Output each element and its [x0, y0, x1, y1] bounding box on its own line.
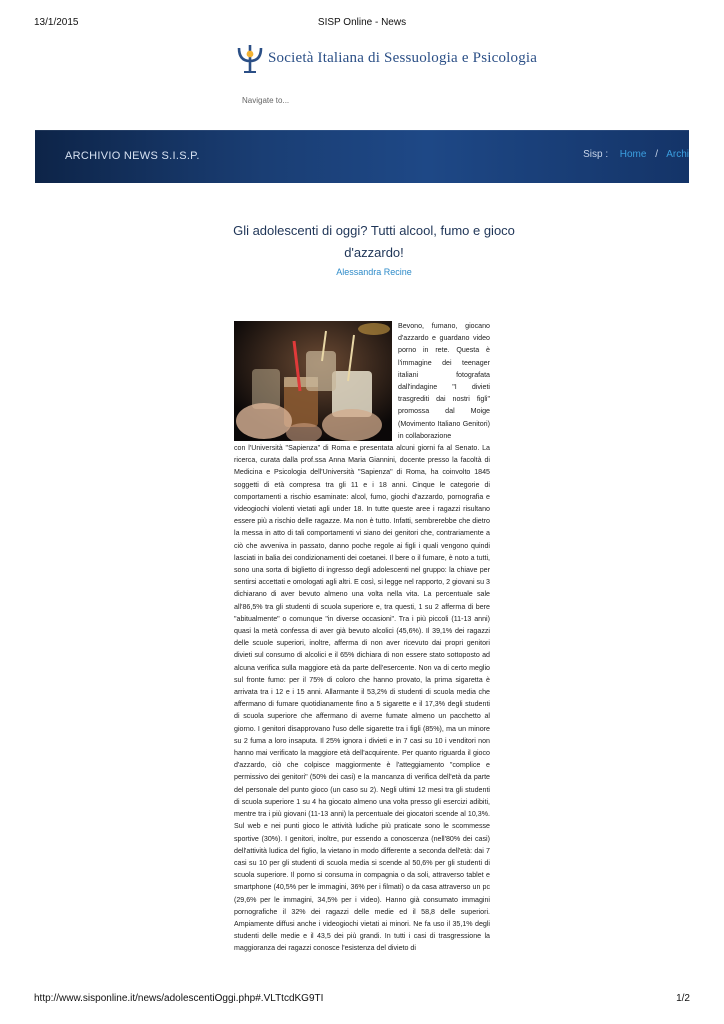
article-photo	[234, 321, 392, 441]
breadcrumb-prefix: Sisp :	[583, 149, 609, 160]
psi-logo-icon	[236, 42, 264, 74]
navigate-select[interactable]: Navigate to...	[242, 96, 290, 105]
breadcrumb	[583, 149, 689, 160]
article-author-link[interactable]: Alessandra Recine	[336, 267, 412, 277]
drinks-photo-illustration	[234, 321, 392, 441]
print-page-number: 1/2	[676, 993, 690, 1004]
archive-banner	[35, 130, 689, 183]
breadcrumb-archive-link[interactable]: Archi	[666, 149, 689, 160]
banner-title: ARCHIVIO NEWS S.I.S.P.	[65, 150, 200, 162]
article-intro: Bevono, fumano, giocano d'azzardo e guardano video porno in rete. Questa è l'immagine dei teenager italiani fotografata dall'indagine "I divieti trasgrediti dai nostri figli" promossa dal Moige (Movimento Italiano Genitori) in collaborazione	[398, 322, 490, 440]
site-name: Società Italiana di Sessuologia e Psicologia	[268, 49, 538, 66]
print-url: http://www.sisponline.it/news/adolescentiOggi.php#.VLTtcdKG9TI	[34, 993, 324, 1004]
breadcrumb-home-link[interactable]: Home	[619, 149, 647, 160]
print-date: 13/1/2015	[34, 17, 79, 28]
article-title: Gli adolescenti di oggi? Tutti alcool, fumo e gioco d'azzardo!	[233, 223, 515, 260]
site-logo[interactable]	[236, 42, 537, 74]
article-body: con l'Università "Sapienza" di Roma e presentata alcuni giorni fa al Senato. La ricerca, curata dalla prof.ssa Anna Maria Giannini, docente presso la facoltà di Medicina e Psicologia dell'Università "Sapienza" di Roma, ha coinvolto 1845 soggetti di età compresa tra gli 11 e i 18 anni. Cinque le categorie di comportamenti a rischio esaminate: alcol, fumo, giochi d'azzardo, pornografia e videogiochi violenti vietati agli under 18. In tutte queste aree i ragazzi risultano essere più a rischio delle ragazze. Ma non è tutto. Infatti, sembrerebbe che dietro la messa in atto di tali comportamenti vi siano dei genitori che, contrariamente a ciò che avveniva in passato, danno poche regole ai figli i quali vengono quindi lasciati in balia dei condizionamenti dei coetanei. Il bere o il fumare, è noto a tutti, sono una sorta di biglietto di ingresso degli adolescenti nel gruppo: la chiave per sentirsi accettati e omologati agli altri. E così, si legge nel rapporto, 2 giovani su 3 dichiarano di aver bevuto almeno una volta nella vita. La percentuale sale all'86,5% tra gli studenti di scuola superiore e, tra questi, 1 su 2 afferma di bere "abitualmente" o comunque "in diverse occasioni". Tra i più piccoli (11-13 anni) quasi la metà confessa di aver già bevuto alcolici (45,6%). Il 39,1% dei ragazzi delle scuole superiori, inoltre, afferma di non aver ricevuto dai propri genitori divieti sul consumo di alcolici e il 65% dichiara di non essere stato sottoposto ad alcuna verifica sulla maggiore età da parte dell'esercente. Non va di certo meglio sul fronte fumo: per il 75% di coloro che hanno provato, la prima sigaretta è arrivata tra i 12 e i 15 anni. Allarmante il 53,2% di studenti di scuola media che affermano di fumare quotidianamente fino a 5 sigarette e il 17,3% degli studenti di scuola superiore che affermano di averne fumate almeno un pacchetto al giorno. I genitori disapprovano l'uso delle sigarette tra i figli (85%), ma un minore su 2 fuma a loro insaputa. Il 25% ignora i divieti e in 7 casi su 10 i venditori non hanno mai verificato la maggiore età dell'acquirente. Per quanto riguarda il gioco d'azzardo, ciò che colpisce maggiormente è l'atteggiamento "complice e permissivo dei genitori" (50% dei casi) e la mancanza di verifica dell'età da parte del personale del punto gioco (un caso su 2). Negli ultimi 12 mesi tra gli studenti di scuola superiore 1 su 4 ha giocato almeno una volta presso gli esercizi adibiti, mentre tra i più giovani (11-13 anni) la percentuale dei giocatori scende al 10,3%. Sul web e nei punti gioco le attività ludiche più praticate sono le scommesse sportive (30%). I genitori, inoltre, pur essendo a conoscenza (nell'80% dei casi) dell'attività ludica del figlio, la vietano in modo differente a seconda dell'età: dai 7 casi su 10 per gli studenti di scuola media si scende al 50,6% per gli studenti di scuola superiore. Il porno si consuma in compagnia o da soli, attraverso tablet e smartphone (40,5% per le immagini, 36% per i filmati) o da casa attraverso un pc (29,6% per le immagini, 34,5% per i video). Hanno già consumato immagini pornografiche il 32% dei ragazzi delle medie ed il 58,8 delle superiori. Ampiamente diffusi anche i videogiochi vietati ai minori. Ne fa uso il 35,1% degli studenti delle medie e il 43,5 dei più grandi. In tutti i casi di trasgressione la maggioranza dei ragazzi conosce l'esistenza del divieto di	[234, 444, 490, 953]
breadcrumb-separator: /	[655, 149, 658, 160]
print-page-title: SISP Online - News	[317, 17, 407, 28]
